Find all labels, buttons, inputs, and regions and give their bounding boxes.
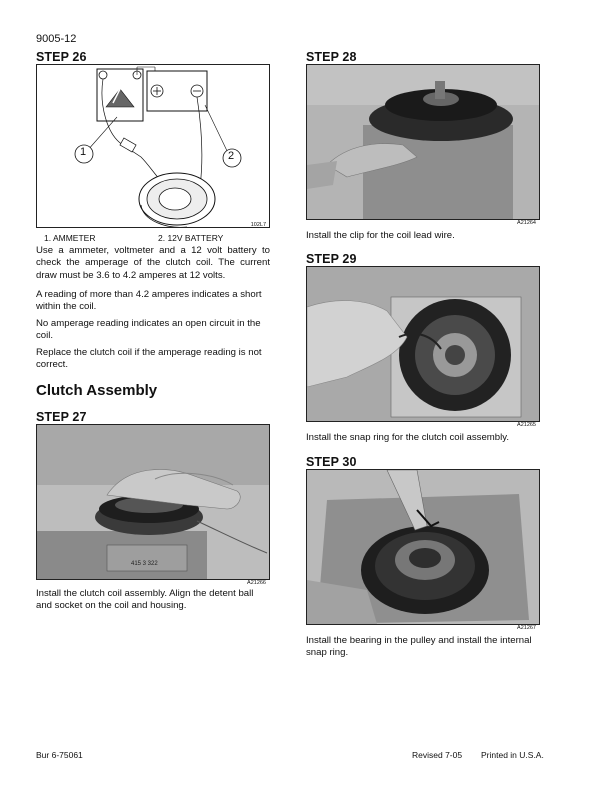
page-number: 9005-12	[36, 33, 77, 45]
clutch-coil-center	[159, 188, 191, 210]
step-26-paragraph-3: No amperage reading indicates an open circuit in the coil.	[36, 318, 261, 342]
step-29-title: STEP 29	[306, 252, 357, 266]
step-29-caption: Install the snap ring for the clutch coil assembly.	[306, 432, 509, 443]
coil-test-diagram	[37, 65, 269, 227]
step-30-figure-id: A21267	[517, 625, 536, 631]
step-29-figure-id: A21265	[517, 422, 536, 428]
step-27-caption: Install the clutch coil assembly. Align the detent ball and socket on the coil and housing.	[36, 588, 254, 612]
step-27-figure-id: A21266	[247, 580, 266, 586]
legend-ammeter: 1. AMMETER	[44, 233, 96, 243]
step-30-caption: Install the bearing in the pulley and install the internal snap ring.	[306, 635, 532, 659]
wire-connector	[120, 138, 136, 152]
step-30-title: STEP 30	[306, 455, 357, 469]
step-28-title: STEP 28	[306, 50, 357, 64]
step-27-photo	[36, 424, 270, 580]
step-30-photo	[306, 469, 540, 625]
footer-revised: Revised 7-05	[412, 750, 463, 760]
ammeter-terminal-left	[99, 71, 107, 79]
step-26-diagram	[36, 64, 270, 228]
section-title-clutch-assembly: Clutch Assembly	[36, 382, 158, 399]
step-26-paragraph-2: A reading of more than 4.2 amperes indicates a short within the coil.	[36, 289, 262, 313]
step-27-part-label: 415 3 322	[131, 561, 158, 567]
step-28-figure-id: A21264	[517, 220, 536, 226]
step-28-photo	[306, 64, 540, 220]
step-29-photo	[306, 266, 540, 422]
step-26-title: STEP 26	[36, 50, 87, 64]
callout-2-label: 2	[227, 150, 235, 162]
footer-document-id: Bur 6-75061	[36, 750, 83, 760]
step-28-caption: Install the clip for the coil lead wire.	[306, 230, 455, 241]
legend-battery: 2. 12V BATTERY	[158, 233, 224, 243]
step-26-paragraph-1: Use a ammeter, voltmeter and a 12 volt battery to check the amperage of the clutch coil. The current draw must be 3.6 to 4.2 amperes at 12 volts.	[36, 245, 270, 281]
step-26-figure-id: 102L7	[250, 222, 266, 228]
footer-printed: Printed in U.S.A.	[481, 750, 544, 760]
step-27-title: STEP 27	[36, 410, 87, 424]
callout-1-label: 1	[79, 146, 87, 158]
step-26-paragraph-4: Replace the clutch coil if the amperage reading is not correct.	[36, 347, 262, 371]
